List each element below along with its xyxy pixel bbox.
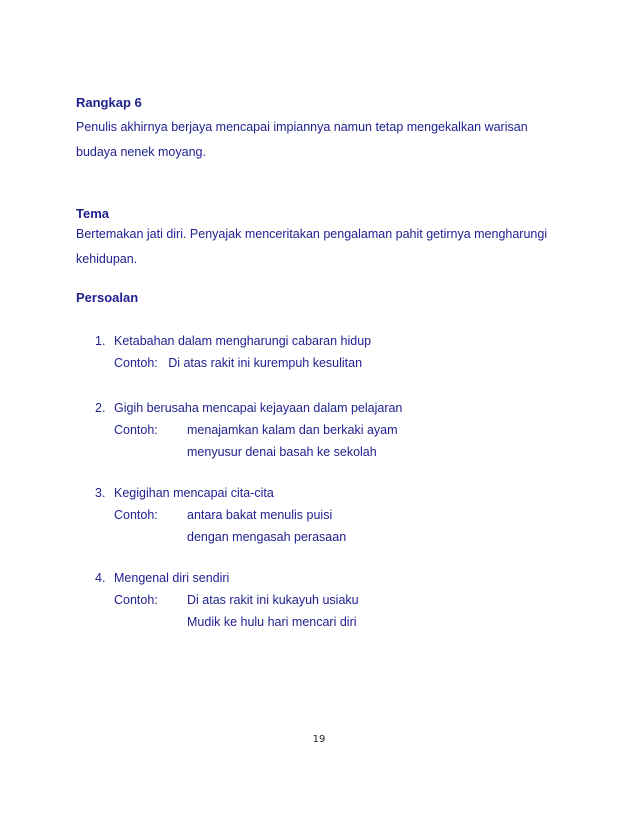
- rangkap-heading: Rangkap 6: [76, 95, 142, 110]
- item-number: 4.: [95, 571, 106, 585]
- page-number: 19: [312, 734, 326, 745]
- item-title-text: Gigih berusaha mencapai kejayaan dalam pelajaran: [114, 401, 403, 415]
- example-label: Contoh:: [114, 423, 158, 437]
- item-title-text: Mengenal diri sendiri: [114, 571, 230, 585]
- persoalan-item-title: [95, 330, 565, 352]
- example-line: Di atas rakit ini kukayuh usiaku: [187, 593, 359, 607]
- example-line: Mudik ke hulu hari mencari diri: [187, 615, 357, 629]
- example-label: Contoh:: [114, 508, 158, 522]
- item-number: 1.: [95, 334, 106, 348]
- rangkap-text: Penulis akhirnya berjaya mencapai impiannya namun tetap mengekalkan warisan budaya nenek moyang.: [76, 120, 528, 159]
- persoalan-item-1: [95, 330, 565, 374]
- example-line: Di atas rakit ini kurempuh kesulitan: [168, 356, 363, 370]
- item-title-text: Kegigihan mencapai cita-cita: [114, 486, 274, 500]
- item-number: 2.: [95, 401, 106, 415]
- example-label: Contoh:: [114, 356, 158, 370]
- example-line: antara bakat menulis puisi: [187, 508, 333, 522]
- item-title-text: Ketabahan dalam mengharungi cabaran hidup: [114, 334, 372, 348]
- example-row: [95, 611, 565, 633]
- persoalan-item-title: [95, 397, 565, 419]
- tema-heading: Tema: [76, 206, 109, 221]
- example-row: [95, 352, 565, 374]
- example-row: [95, 526, 565, 548]
- example-row: [95, 419, 565, 441]
- example-line: menajamkan kalam dan berkaki ayam: [187, 423, 398, 437]
- persoalan-item-title: [95, 482, 565, 504]
- example-row: [95, 504, 565, 526]
- example-row: [95, 589, 565, 611]
- item-number: 3.: [95, 486, 106, 500]
- persoalan-item-2: [95, 397, 565, 463]
- persoalan-item-title: [95, 567, 565, 589]
- example-line: dengan mengasah perasaan: [187, 530, 347, 544]
- persoalan-item-4: [95, 567, 565, 633]
- persoalan-item-3: [95, 482, 565, 548]
- example-line: menyusur denai basah ke sekolah: [187, 445, 377, 459]
- tema-text: Bertemakan jati diri. Penyajak menceritakan pengalaman pahit getirnya mengharungi kehidupan.: [76, 227, 548, 266]
- example-label: Contoh:: [114, 593, 158, 607]
- example-row: [95, 441, 565, 463]
- persoalan-heading: Persoalan: [76, 290, 139, 305]
